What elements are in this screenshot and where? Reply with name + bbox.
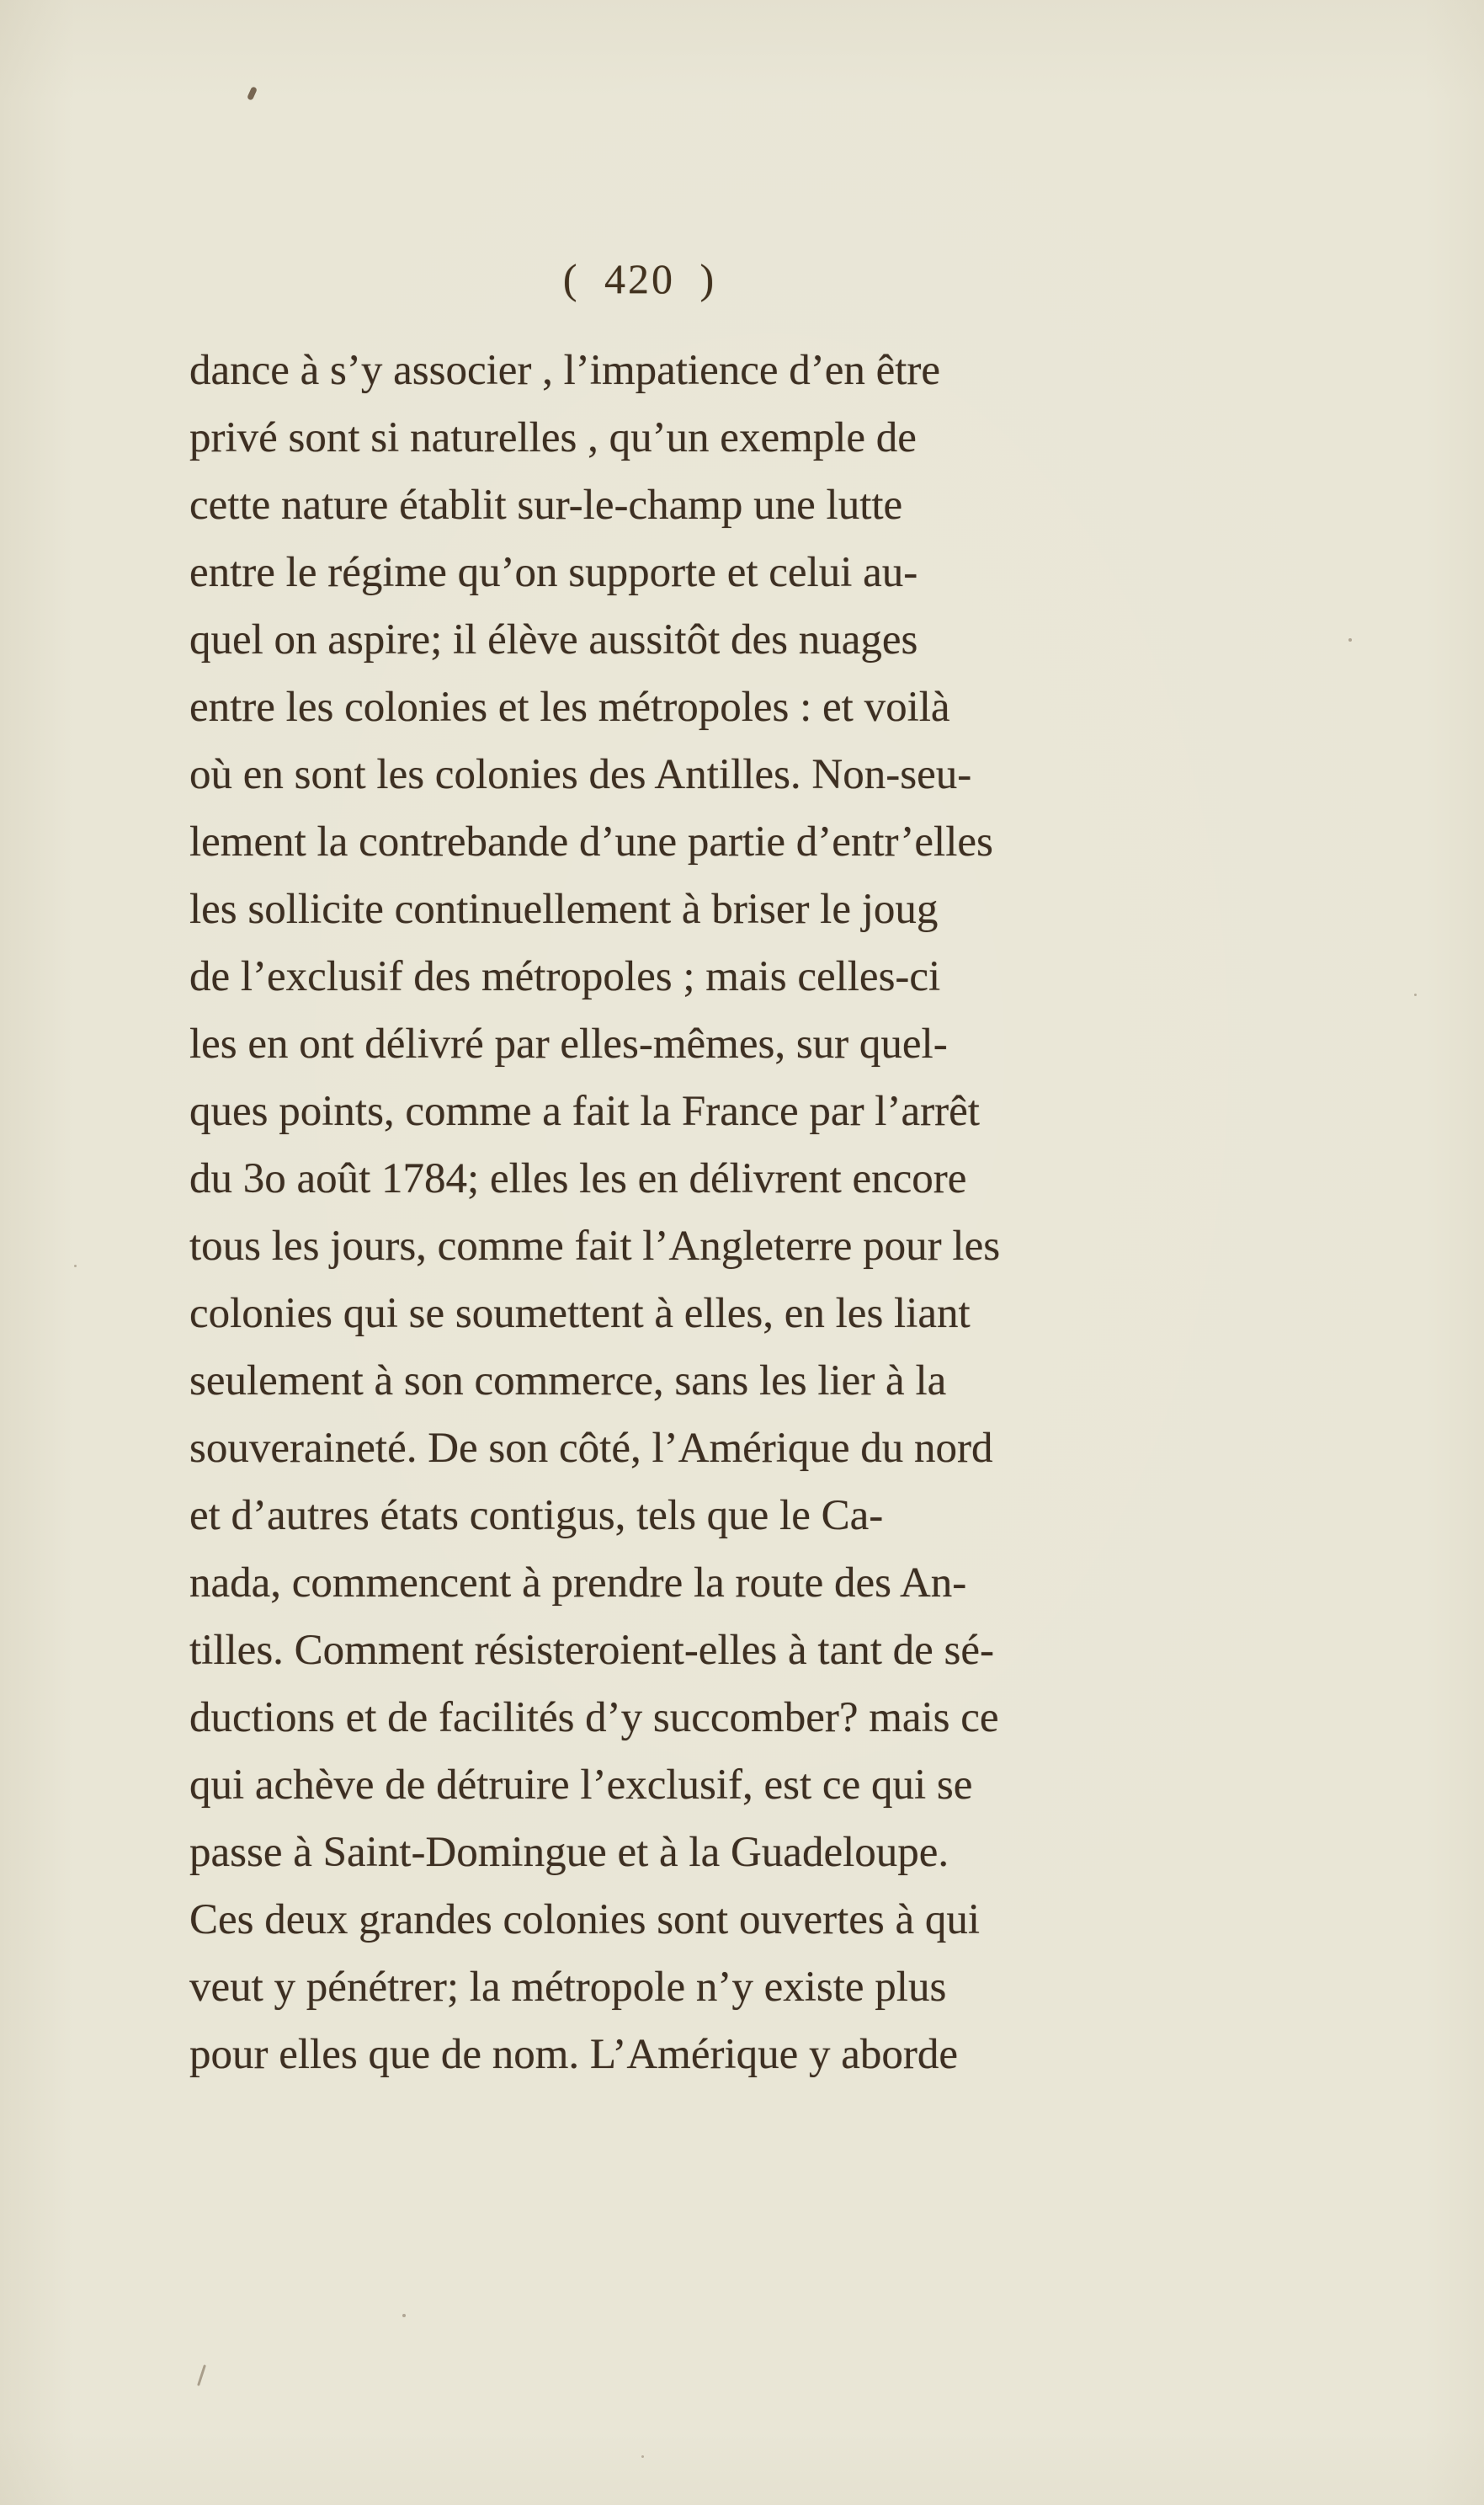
text-line: quel on aspire; il élève aussitôt des nuages <box>189 616 918 664</box>
text-line: qui achève de détruire l’exclusif, est ce qui se <box>189 1761 973 1809</box>
text-line: entre les colonies et les métropoles : et voilà <box>189 684 950 731</box>
text-line: du 3o août 1784; elles les en délivrent encore <box>189 1155 967 1202</box>
text-line: ques points, comme a fait la France par l’arrêt <box>189 1088 980 1135</box>
text-line: de l’exclusif des métropoles ; mais celles-ci <box>189 953 941 1000</box>
text-line: privé sont si naturelles , qu’un exemple de <box>189 414 917 461</box>
text-line: où en sont les colonies des Antilles. Non-seu- <box>189 751 972 798</box>
text-line: ductions et de facilités d’y succomber? mais ce <box>189 1694 999 1741</box>
text-column <box>189 337 1204 2088</box>
paper-speck <box>641 2455 644 2458</box>
paper-speck <box>402 2314 406 2317</box>
text-line: Ces deux grandes colonies sont ouvertes à qui <box>189 1896 981 1943</box>
page-number: ( 420 ) <box>562 255 717 302</box>
paper-speck <box>1414 994 1417 996</box>
text-line: tous les jours, comme fait l’Angleterre pour les <box>189 1223 1001 1270</box>
text-line: lement la contrebande d’une partie d’entr’elles <box>189 818 993 866</box>
text-line: les sollicite continuellement à briser le joug <box>189 886 939 933</box>
paper-speck <box>1348 638 1352 642</box>
text-line: passe à Saint-Domingue et à la Guadeloupe. <box>189 1829 949 1876</box>
text-line: veut y pénétrer; la métropole n’y existe plus <box>189 1964 947 2011</box>
text-line: tilles. Comment résisteroient-elles à tant de sé- <box>189 1627 994 1674</box>
text-line: cette nature établit sur-le-champ une lutte <box>189 482 903 529</box>
text-line: colonies qui se soumettent à elles, en les liant <box>189 1290 971 1337</box>
text-line: nada, commencent à prendre la route des An- <box>189 1559 967 1607</box>
text-line: pour elles que de nom. L’Amérique y aborde <box>189 2031 959 2078</box>
text-line: seulement à son commerce, sans les lier à la <box>189 1357 947 1404</box>
ink-speck <box>197 2364 206 2386</box>
paper-speck <box>74 1265 77 1267</box>
text-line: entre le régime qu’on supporte et celui au- <box>189 549 918 596</box>
text-line: et d’autres états contigus, tels que le Ca- <box>189 1492 884 1539</box>
text-line: souveraineté. De son côté, l’Amérique du nord <box>189 1425 993 1472</box>
text-line: les en ont délivré par elles-mêmes, sur quel- <box>189 1021 948 1068</box>
ink-speck <box>247 86 258 100</box>
text-line: dance à s’y associer , l’impatience d’en être <box>189 347 941 394</box>
